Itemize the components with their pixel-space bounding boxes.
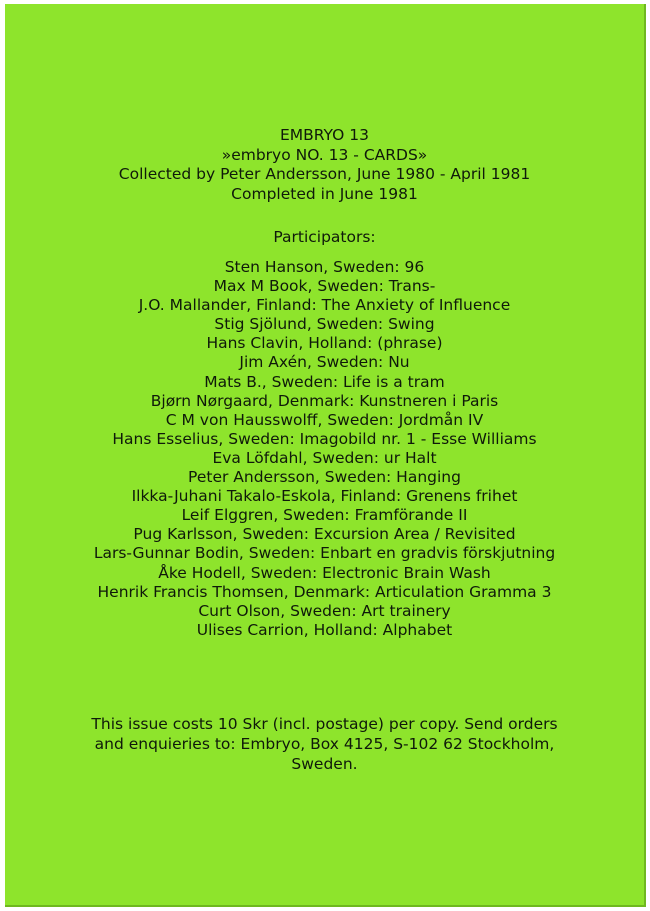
participant-item: Henrik Francis Thomsen, Denmark: Articulation Gramma 3	[97, 582, 552, 601]
participant-item: Lars-Gunnar Bodin, Sweden: Enbart en gradvis förskjutning	[93, 544, 556, 563]
ordering-info-line: Sweden.	[291, 755, 358, 773]
participant-item: Hans Esselius, Sweden: Imagobild nr. 1 - Esse Williams	[112, 429, 537, 448]
participant-item: Bjørn Nørgaard, Denmark: Kunstneren i Paris	[150, 391, 499, 410]
ordering-info-line: This issue costs 10 Skr (incl. postage) per copy. Send orders	[91, 715, 558, 733]
participant-item: C M von Hausswolff, Sweden: Jordmån IV	[165, 410, 484, 429]
participant-item: Eva Löfdahl, Sweden: ur Halt	[212, 448, 437, 467]
collected-by-line: Collected by Peter Andersson, June 1980 - April 1981	[118, 165, 531, 183]
participant-item: Curt Olson, Sweden: Art trainery	[198, 601, 451, 620]
participant-item: Peter Andersson, Sweden: Hanging	[188, 468, 461, 487]
completed-line: Completed in June 1981	[231, 184, 418, 203]
participant-item: J.O. Mallander, Finland: The Anxiety of Influence	[138, 296, 511, 315]
participant-item: Hans Clavin, Holland: (phrase)	[206, 334, 443, 353]
participants-list	[5, 258, 644, 640]
publication-subtitle: »embryo NO. 13 - CARDS»	[221, 145, 428, 164]
publication-header	[5, 126, 644, 204]
green-card	[5, 4, 646, 907]
participant-item: Stig Sjölund, Sweden: Swing	[214, 315, 435, 334]
ordering-info	[5, 714, 644, 774]
participant-item: Mats B., Sweden: Life is a tram	[204, 372, 445, 391]
participant-item: Ulises Carrion, Holland: Alphabet	[196, 620, 453, 639]
participant-item: Max M Book, Sweden: Trans-	[213, 277, 436, 296]
participants-heading: Participators:	[273, 228, 376, 246]
participant-item: Pug Karlsson, Sweden: Excursion Area / Revisited	[133, 525, 516, 544]
participant-item: Sten Hanson, Sweden: 96	[224, 258, 425, 276]
participant-item: Jim Axén, Sweden: Nu	[239, 353, 410, 372]
participant-item: Åke Hodell, Sweden: Electronic Brain Wash	[158, 563, 491, 582]
ordering-info-line: and enquieries to: Embryo, Box 4125, S-102 62 Stockholm,	[94, 735, 555, 753]
participant-item: Leif Elggren, Sweden: Framförande II	[181, 506, 468, 525]
publication-title: EMBRYO 13	[279, 126, 370, 144]
participant-item: Ilkka-Juhani Takalo-Eskola, Finland: Grenens frihet	[131, 487, 518, 506]
